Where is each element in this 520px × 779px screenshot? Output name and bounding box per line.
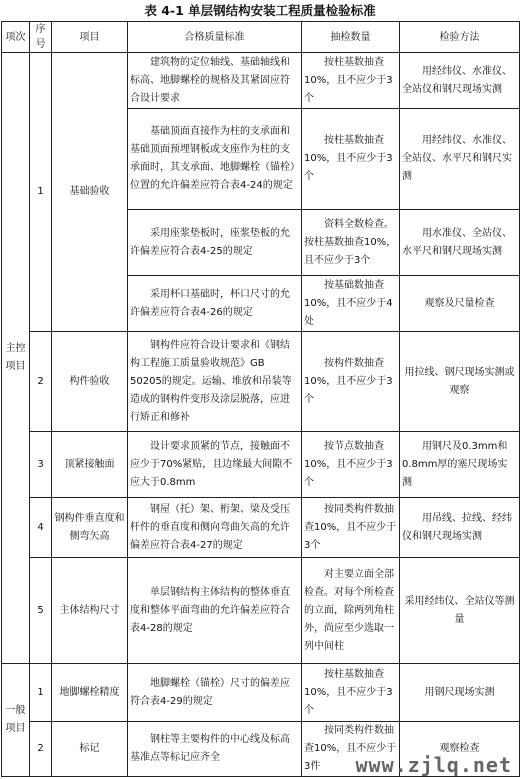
row-standard: 地脚螺栓（锚栓）尺寸的偏差应符合表4-29的规定 <box>128 664 302 722</box>
row-item: 基础验收 <box>52 53 128 332</box>
header-method: 检验方法 <box>400 22 520 53</box>
row-method: 用经纬仪、水准仪、全站仪和钢尺现场实测 <box>400 53 520 109</box>
table-row <box>2 332 520 432</box>
row-number: 1 <box>30 53 52 332</box>
row-standard: 钢屋（托）架、桁架、梁及受压杆件的垂直度和侧向弯曲矢高的允许偏差应符合表4-27的规定 <box>128 498 302 558</box>
row-item: 标记 <box>52 722 128 777</box>
table-row <box>2 53 520 109</box>
row-standard: 钢构件应符合设计要求和《钢结构工程施工质量验收规范》GB 50205的规定。运输、堆放和吊装等造成的钢构件变形及涂层脱落，应进行矫正和修补 <box>128 332 302 432</box>
header-category: 项次 <box>2 22 30 53</box>
row-method: 用钢尺及0.3mm和0.8mm厚的塞尺现场实测 <box>400 432 520 498</box>
header-sampling: 抽检数量 <box>302 22 400 53</box>
table-row <box>2 558 520 664</box>
table-row <box>2 432 520 498</box>
row-sampling: 按柱基数抽查10%，且不应少于3个 <box>302 664 400 722</box>
watermark: www.zjlq.net <box>355 753 512 777</box>
header-standard: 合格质量标准 <box>128 22 302 53</box>
row-sampling: 按构件数抽查10%，且不应少于3个 <box>302 332 400 432</box>
row-standard: 设计要求顶紧的节点，接触面不应少于70%紧贴，且边缘最大间隙不应大于0.8mm <box>128 432 302 498</box>
row-sampling: 资料全数检查。按柱基数抽查10%，且不应少于3个 <box>302 210 400 276</box>
row-sampling: 按柱基数抽查10%，且不应少于3个 <box>302 53 400 109</box>
row-sampling: 按基础数抽查10%，且不应少于4处 <box>302 276 400 332</box>
row-method: 用吊线、拉线、经纬仪和钢尺现场实测 <box>400 498 520 558</box>
row-number: 2 <box>30 722 52 777</box>
category-main-cell: 主控项目 <box>2 53 30 664</box>
row-standard: 建筑物的定位轴线、基础轴线和标高、地脚螺栓的规格及其紧固应符合设计要求 <box>128 53 302 109</box>
row-method: 用水准仪、全站仪、水平尺和钢尺现场实测 <box>400 210 520 276</box>
row-sampling: 按同类构件数抽查10%，且不应少于3件 <box>302 722 400 777</box>
row-standard: 钢柱等主要构件的中心线及标高基准点等标记应齐全 <box>128 722 302 777</box>
header-number: 序号 <box>30 22 52 53</box>
header-item: 项目 <box>52 22 128 53</box>
row-item: 构件验收 <box>52 332 128 432</box>
row-standard: 基础顶面直接作为柱的支承面和基础顶面预埋钢板或支座作为柱的支承面时，其支承面、地脚螺栓（锚栓）位置的允许偏差应符合表4-24的规定 <box>128 109 302 210</box>
row-item: 主体结构尺寸 <box>52 558 128 664</box>
table-row <box>2 664 520 722</box>
row-standard: 单层钢结构主体结构的整体垂直度和整体平面弯曲的允许偏差应符合表4-28的规定 <box>128 558 302 664</box>
row-number: 5 <box>30 558 52 664</box>
header-row <box>2 22 520 53</box>
category-general-cell: 一般项目 <box>2 664 30 777</box>
row-standard: 采用座浆垫板时，座浆垫板的允许偏差应符合表4-25的规定 <box>128 210 302 276</box>
row-method: 采用经纬仪、全站仪等测量 <box>400 558 520 664</box>
row-method: 用拉线、钢尺现场实测或观察 <box>400 332 520 432</box>
row-item: 地脚螺栓精度 <box>52 664 128 722</box>
inspection-standard-table <box>1 21 520 777</box>
row-method: 用钢尺现场实测 <box>400 664 520 722</box>
row-number: 2 <box>30 332 52 432</box>
row-method: 观察及尺量检查 <box>400 276 520 332</box>
row-number: 1 <box>30 664 52 722</box>
table-title: 表 4-1 单层钢结构安装工程质量检验标准 <box>144 3 376 18</box>
row-number: 3 <box>30 432 52 498</box>
row-item: 钢构件垂直度和侧弯矢高 <box>52 498 128 558</box>
row-sampling: 按柱基数抽查10%，且不应少于3个 <box>302 109 400 210</box>
row-number: 4 <box>30 498 52 558</box>
row-standard: 采用杯口基础时，杯口尺寸的允许偏差应符合表4-26的规定 <box>128 276 302 332</box>
row-sampling: 按同类构件数抽查10%，且不应少于3个 <box>302 498 400 558</box>
table-row <box>2 498 520 558</box>
row-method: 观察检查 <box>400 722 520 777</box>
row-item: 顶紧接触面 <box>52 432 128 498</box>
row-sampling: 按节点数抽查10%，且不应少于3个 <box>302 432 400 498</box>
row-sampling: 对主要立面全部检查。对每个所检查的立面，除两列角柱外，尚应至少选取一列中间柱 <box>302 558 400 664</box>
row-method: 用经纬仪、水准仪、全站仪、水平尺和钢尺实测 <box>400 109 520 210</box>
